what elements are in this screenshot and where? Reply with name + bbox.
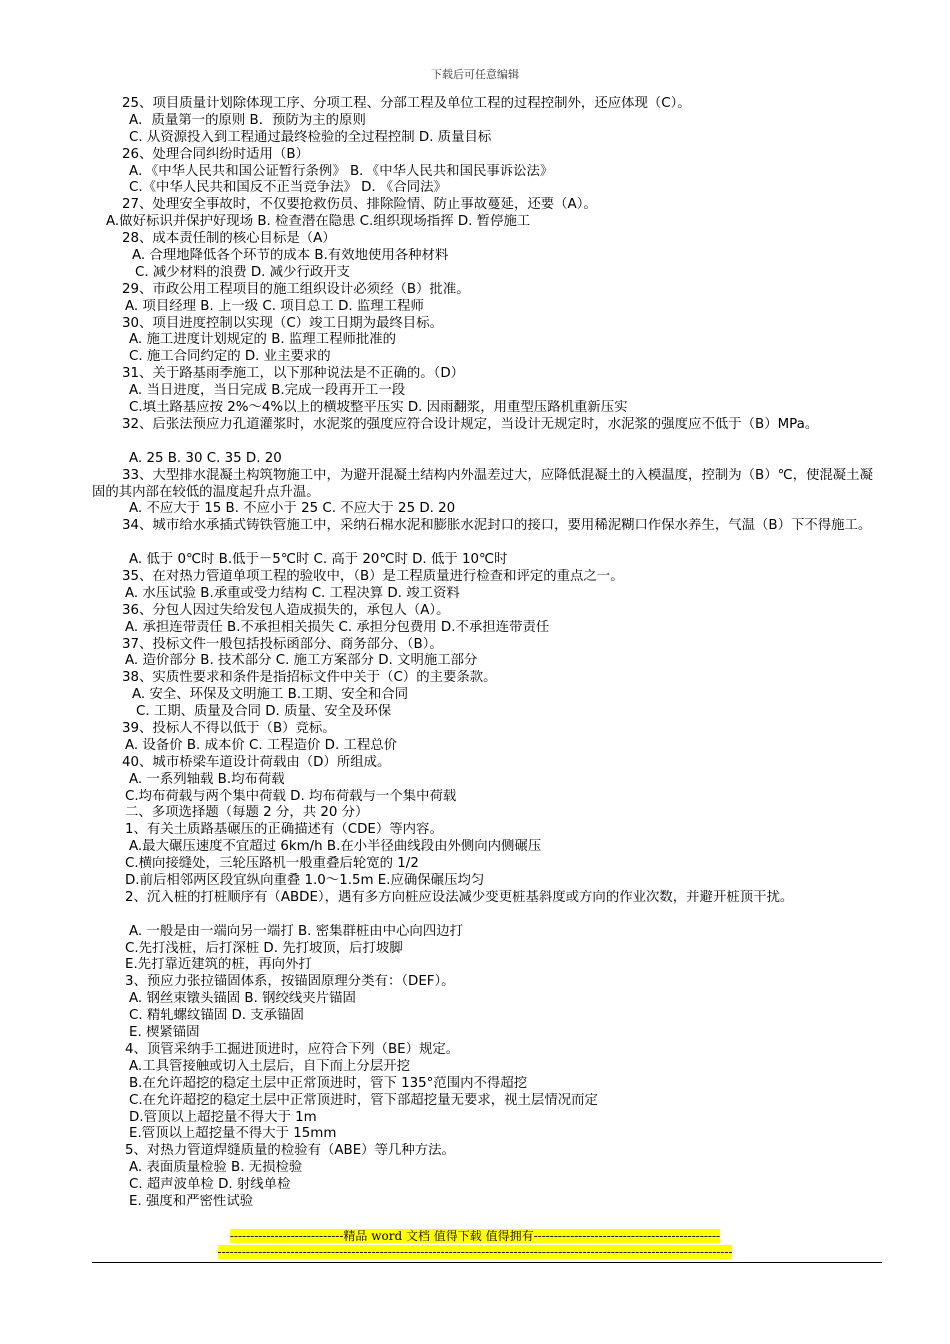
text-line: A. 承担连带责任 B.不承担相关损失 C. 承担分包费用 D.不承担连带责任 bbox=[125, 619, 550, 635]
text-line: 4、顶管采纳手工掘进顶进时，应符合下列（BE）规定。 bbox=[125, 1041, 460, 1057]
text-line: A. 安全、环保及文明施工 B.工期、安全和合同 bbox=[132, 687, 409, 703]
text-line: A. 一般是由一端向另一端打 B. 密集群桩由中心向四边打 bbox=[129, 923, 463, 939]
text-line: C. 精轧螺纹锚固 D. 支承锚固 bbox=[129, 1008, 304, 1024]
text-line: A.工具管接触或切入土层后，自下而上分层开挖 bbox=[129, 1058, 410, 1074]
text-line: 34、城市给水承插式铸铁管施工中，采纳石棉水泥和膨胀水泥封口的接口，要用稀泥糊口作保水养生，气温（B）下不得施工。 bbox=[122, 518, 872, 534]
text-line: C. 减少材料的浪费 D. 减少行政开支 bbox=[135, 264, 351, 280]
footer-banner: ----------------------------精品 word 文档 值得下载 值得拥有---------------------------------------------- bbox=[229, 1229, 721, 1243]
footer-dashes: ------------------------------------------------------------------------------------------------------------------------------- bbox=[217, 1245, 733, 1259]
text-line: 36、分包人因过失给发包人造成损失的，承包人（A）。 bbox=[122, 602, 450, 618]
text-line: A．《中华人民共和国公证暂行条例》 B．《中华人民共和国民事诉讼法》 bbox=[129, 163, 554, 179]
text-line: C.填土路基应按 2%～4%以上的横坡整平压实 D. 因雨翻浆，用重型压路机重新压实 bbox=[129, 400, 628, 416]
text-line: 5、对热力管道焊缝质量的检验有（ABE）等几种方法。 bbox=[125, 1143, 455, 1159]
text-line: A. 水压试验 B.承重或受力结构 C. 工程决算 D. 竣工资料 bbox=[125, 585, 460, 601]
text-line: A. 施工进度计划规定的 B. 监理工程师批准的 bbox=[129, 332, 397, 348]
text-line: 3、预应力张拉锚固体系，按锚固原理分类有：（DEF）。 bbox=[125, 974, 455, 990]
text-line: C.《中华人民共和国反不正当竞争法》 D. 《合同法》 bbox=[129, 180, 447, 196]
text-line: 38、实质性要求和条件是指招标文件中关于（C）的主要条款。 bbox=[122, 670, 497, 686]
text-line: 30、项目进度控制以实现（C）竣工日期为最终目标。 bbox=[122, 315, 443, 331]
text-line: 25、项目质量计划除体现工序、分项工程、分部工程及单位工程的过程控制外，还应体现（C）。 bbox=[122, 96, 691, 111]
text-line: E.先打靠近建筑的桩，再向外打 bbox=[125, 957, 312, 973]
text-line: C. 超声波单检 D. 射线单检 bbox=[129, 1177, 291, 1193]
text-line: A. 钢丝束镦头锚固 B. 钢绞线夹片锚固 bbox=[129, 991, 356, 1007]
text-line: A. 合理地降低各个环节的成本 B.有效地使用各种材料 bbox=[132, 248, 449, 264]
text-line: C. 施工合同约定的 D. 业主要求的 bbox=[129, 349, 331, 365]
footer-rule bbox=[92, 1262, 882, 1263]
text-line: A. 低于 0℃时 B.低于－5℃时 C. 高于 20℃时 D. 低于 10℃时 bbox=[129, 552, 508, 568]
text-line: E.管顶以上超挖量不得大于 15mm bbox=[129, 1126, 337, 1142]
text-line: C.在允许超挖的稳定土层中正常顶进时，管下部超挖量无要求，视土层情况而定 bbox=[129, 1092, 598, 1108]
text-line: A. 25 B. 30 C. 35 D. 20 bbox=[129, 450, 282, 466]
text-line: A. 不应大于 15 B. 不应小于 25 C. 不应大于 25 D. 20 bbox=[129, 501, 456, 517]
text-line: A．质量第一的原则 B．预防为主的原则 bbox=[129, 112, 366, 128]
text-line: 二、多项选择题（每题 2 分，共 20 分） bbox=[125, 805, 369, 821]
text-line: 28、成本责任制的核心目标是（A） bbox=[122, 231, 336, 247]
text-line: 35、在对热力管道单项工程的验收中，（B）是工程质量进行检查和评定的重点之一。 bbox=[122, 568, 624, 584]
text-line: 2、沉入桩的打桩顺序有（ABDE），遇有多方向桩应设法减少变更桩基斜度或方向的作业次数，并避开桩顶干扰。 bbox=[125, 889, 794, 905]
page-footer bbox=[0, 1228, 950, 1260]
text-line: 1、有关土质路基碾压的正确描述有（CDE）等内容。 bbox=[125, 822, 443, 838]
text-line: A. 设备价 B. 成本价 C. 工程造价 D. 工程总价 bbox=[125, 737, 398, 753]
text-line: C.先打浅桩，后打深桩 D. 先打坡顶，后打坡脚 bbox=[125, 940, 403, 956]
text-line: A. 项目经理 B. 上一级 C. 项目总工 D. 监理工程师 bbox=[125, 298, 424, 314]
text-line: 40、城市桥梁车道设计荷载由（D）所组成。 bbox=[122, 754, 391, 770]
text-line: 27、处理安全事故时，不仅要抢救伤员、排除险情、防止事故蔓延，还要（A）。 bbox=[122, 197, 597, 213]
page-header: 下载后可任意编辑 bbox=[431, 68, 519, 81]
text-line: A. 造价部分 B. 技术部分 C. 施工方案部分 D. 文明施工部分 bbox=[125, 653, 478, 669]
text-line: 39、投标人不得以低于（B）竞标。 bbox=[122, 721, 336, 736]
text-line: C.横向接缝处，三轮压路机一般重叠后轮宽的 1/2 bbox=[125, 856, 419, 872]
text-line: A.做好标识并保护好现场 B. 检查潜在隐患 C.组织现场指挥 D. 暂停施工 bbox=[106, 214, 531, 230]
text-line: 37、投标文件一般包括投标函部分、商务部分、（B）。 bbox=[122, 636, 443, 652]
text-line: A. 一系列轴载 B.均布荷载 bbox=[129, 771, 285, 787]
text-line: C.均布荷载与两个集中荷载 D. 均布荷载与一个集中荷载 bbox=[125, 788, 457, 804]
text-line: A. 表面质量检验 B. 无损检验 bbox=[129, 1160, 303, 1176]
text-line: 33、大型排水混凝土构筑物施工中，为避开混凝土结构内外温差过大，应降低混凝土的入模温度，控制为（B）℃，使混凝土凝固的其内部在较低的温度起升点升温。 bbox=[92, 467, 873, 500]
text-line: 26、处理合同纠纷时适用（B） bbox=[122, 146, 309, 162]
text-line: A.最大碾压速度不宜超过 6km/h B.在小半径曲线段由外侧向内侧碾压 bbox=[129, 839, 542, 855]
text-line: D.管顶以上超挖量不得大于 1m bbox=[129, 1109, 317, 1125]
text-line: 29、市政公用工程项目的施工组织设计必须经（B）批准。 bbox=[122, 281, 470, 297]
text-line: E. 强度和严密性试验 bbox=[129, 1193, 254, 1209]
text-line: C. 从资源投入到工程通过最终检验的全过程控制 D. 质量目标 bbox=[129, 129, 492, 145]
text-line: 31、关于路基雨季施工，以下那种说法是不正确的。（D） bbox=[122, 366, 465, 382]
text-line: E. 楔紧锚固 bbox=[129, 1025, 200, 1041]
document-body bbox=[92, 96, 882, 1211]
text-line: 32、后张法预应力孔道灌浆时，水泥浆的强度应符合设计规定，当设计无规定时，水泥浆的强度应不低于（B）MPa。 bbox=[122, 416, 819, 432]
text-line: D.前后相邻两区段宜纵向重叠 1.0～1.5m E.应确保碾压均匀 bbox=[125, 873, 485, 889]
text-line: C. 工期、质量及合同 D. 质量、安全及环保 bbox=[136, 704, 392, 720]
text-line: A. 当日进度，当日完成 B.完成一段再开工一段 bbox=[129, 383, 406, 399]
text-line: B.在允许超挖的稳定土层中正常顶进时，管下 135°范围内不得超挖 bbox=[129, 1075, 528, 1091]
